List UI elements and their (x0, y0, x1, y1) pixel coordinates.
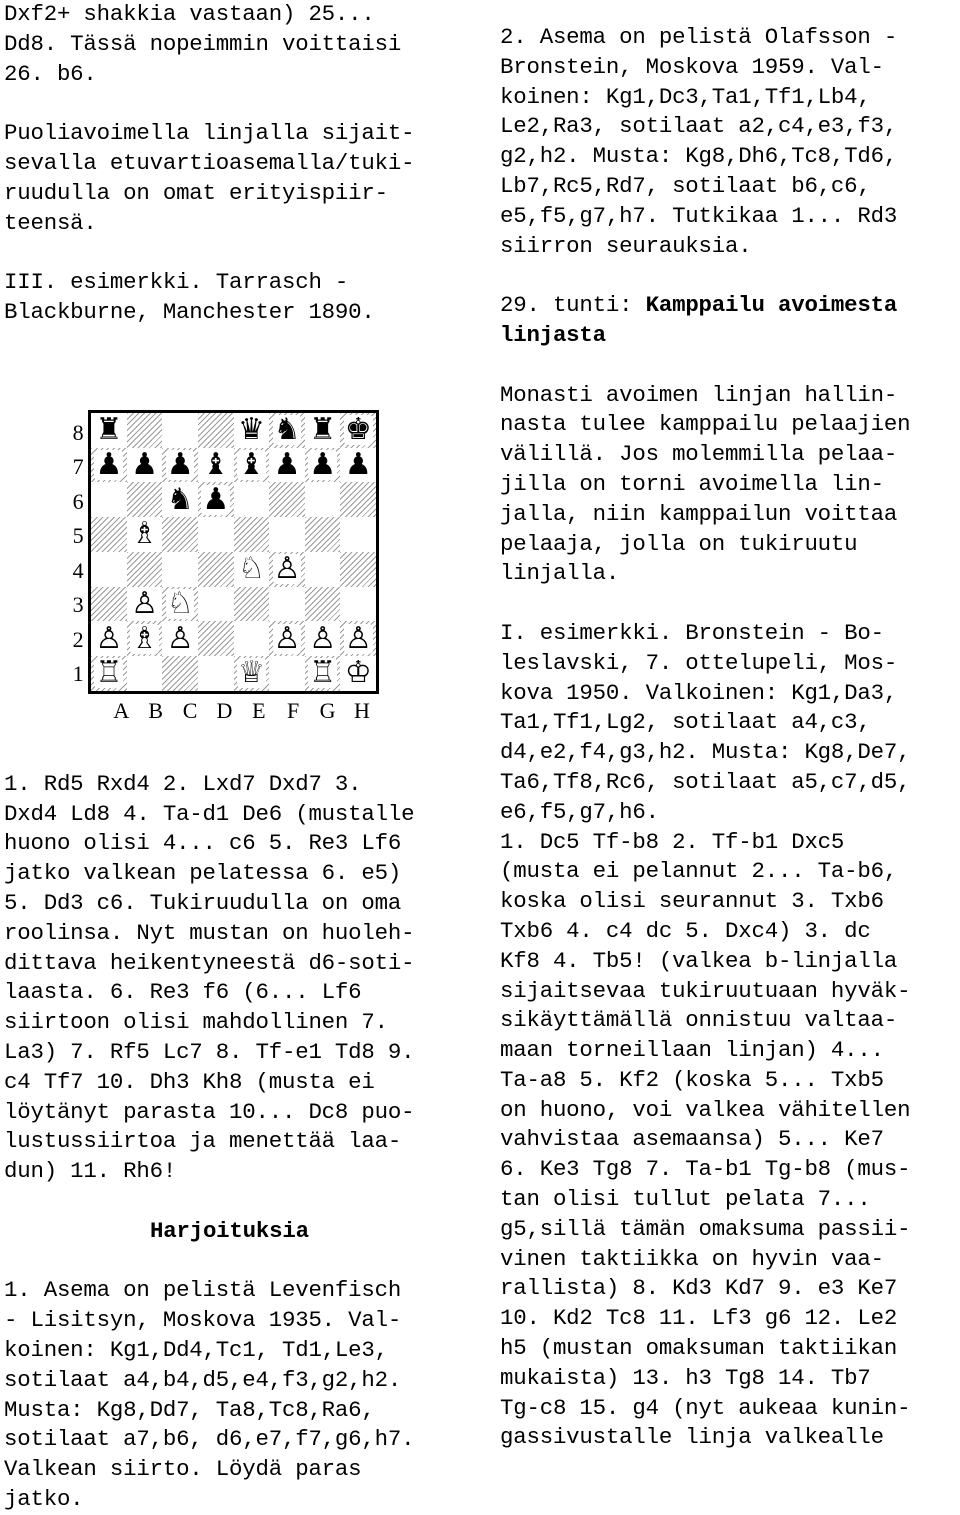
board-square (340, 448, 376, 483)
board-square (127, 517, 163, 552)
text-line: sotilaat a7,b6, d6,e7,f7,g6,h7. (4, 1426, 415, 1453)
example-heading (4, 268, 474, 328)
chess-piece-icon: ♗ (131, 516, 158, 552)
text-line: siirron seurauksia. (500, 232, 752, 259)
text-line: g5,sillä tämän omaksuma passii- (500, 1215, 911, 1242)
game-moves (4, 770, 474, 1187)
file-label: D (216, 697, 233, 723)
board-square (162, 517, 198, 552)
text-line: maan torneillaan linjan) 4... (500, 1037, 884, 1064)
rank-label: 2 (72, 626, 84, 652)
file-label: H (353, 697, 370, 723)
exercise-1 (4, 1276, 474, 1514)
chess-piece-icon: ♕ (237, 655, 265, 691)
exercise-2 (500, 23, 960, 261)
rank-label: 7 (72, 454, 84, 480)
text-line: 1. Rd5 Rxd4 2. Lxd7 Dxd7 3. (4, 770, 362, 797)
text-line: Ta-a8 5. Kf2 (koska 5... Txb5 (500, 1066, 884, 1093)
board-square (198, 413, 234, 448)
board-square (269, 413, 305, 448)
text-line: dittava heikentyneestä d6-soti- (4, 949, 415, 976)
text-line: ruudulla on omat erityispiir- (4, 179, 388, 206)
chess-board (88, 410, 379, 694)
text-line: e5,f5,g7,h7. Tutkikaa 1... Rd3 (500, 202, 898, 229)
rank-label: 1 (72, 661, 84, 687)
text-line: h5 (mustan omaksuman taktiikan (500, 1335, 898, 1362)
chess-piece-icon: ♞ (166, 481, 194, 517)
board-square (198, 482, 234, 517)
text-line: huono olisi 4... c6 5. Re3 Lf6 (4, 830, 402, 857)
text-line: 6. Ke3 Tg8 7. Ta-b1 Tg-b8 (mus- (500, 1156, 911, 1183)
chess-piece-icon: ♛ (237, 412, 265, 448)
chess-piece-icon: ♟ (166, 446, 194, 482)
text-line: rallista) 8. Kd3 Kd7 9. e3 Ke7 (500, 1275, 898, 1302)
outpost-paragraph (4, 119, 474, 238)
chess-piece-icon: ♘ (237, 551, 265, 587)
right-column (500, 0, 960, 1453)
board-square (340, 587, 376, 622)
text-line: Tg-c8 15. g4 (nyt aukeaa kunin- (500, 1394, 911, 1421)
rank-label: 6 (72, 488, 84, 514)
text-line: g2,h2. Musta: Kg8,Dh6,Tc8,Td6, (500, 143, 898, 170)
text-line: jalla, niin kamppailun voittaa (500, 500, 898, 527)
board-square (91, 482, 127, 517)
text-line: Musta: Kg8,Dd7, Ta8,Tc8,Ra6, (4, 1396, 375, 1423)
board-square (340, 621, 376, 656)
text-line: lustussiirtoa ja menettää laa- (4, 1128, 402, 1155)
text-line: Le2,Ra3, sotilaat a2,c4,e3,f3, (500, 113, 898, 140)
board-square (127, 482, 163, 517)
board-square (340, 517, 376, 552)
chess-piece-icon: ♗ (131, 620, 158, 656)
board-square (127, 656, 163, 691)
board-square (305, 656, 341, 691)
text-line: koinen: Kg1,Dc3,Ta1,Tf1,Lb4, (500, 83, 871, 110)
text-line: vinen taktiikka on hyvin vaa- (500, 1245, 884, 1272)
text-line: vahvistaa asemaansa) 5... Ke7 (500, 1126, 884, 1153)
chess-piece-icon: ♟ (344, 446, 372, 482)
file-label: B (148, 697, 163, 723)
lesson-title-continued: linjasta (500, 321, 606, 348)
text-line: c4 Tf7 10. Dh3 Kh8 (musta ei (4, 1068, 375, 1095)
chess-piece-icon: ♔ (344, 655, 372, 691)
text-line: teensä. (4, 209, 97, 236)
text-line: jatko valkean pelatessa 6. e5) (4, 860, 402, 887)
text-line: I. esimerkki. Bronstein - Bo- (500, 619, 884, 646)
text-line: sijaitsevaa tukiruutuaan hyväk- (500, 977, 911, 1004)
text-line: Valkean siirto. Löydä paras (4, 1456, 362, 1483)
lesson-title: Kamppailu avoimesta (645, 292, 898, 319)
board-square (91, 517, 127, 552)
board-square (91, 448, 127, 483)
board-square (269, 587, 305, 622)
board-square (198, 656, 234, 691)
board-square (234, 587, 270, 622)
board-square (198, 552, 234, 587)
text-line: dun) 11. Rh6! (4, 1158, 177, 1185)
text-line: Puoliavoimella linjalla sijait- (4, 120, 415, 147)
text-line: jatko. (4, 1485, 84, 1512)
text-line: Monasti avoimen linjan hallin- (500, 381, 898, 408)
board-square (127, 413, 163, 448)
board-square (305, 621, 341, 656)
chess-piece-icon: ♟ (202, 481, 230, 517)
rank-label: 4 (72, 557, 84, 583)
board-square (234, 482, 270, 517)
intro-paragraph (4, 0, 474, 89)
board-square (269, 552, 305, 587)
chess-piece-icon: ♟ (309, 446, 336, 482)
chess-piece-icon: ♟ (273, 446, 301, 482)
file-labels (104, 696, 379, 726)
board-square (127, 587, 163, 622)
text-line: välillä. Jos molemmilla pelaa- (500, 441, 898, 468)
file-label: E (252, 697, 266, 723)
board-square (269, 621, 305, 656)
chess-piece-icon: ♙ (95, 620, 123, 656)
chess-piece-icon: ♝ (237, 446, 265, 482)
text-line: sevalla etuvartioasemalla/tuki- (4, 149, 415, 176)
text-line: leslavski, 7. ottelupeli, Mos- (500, 649, 898, 676)
board-square (305, 482, 341, 517)
text-line: roolinsa. Nyt mustan on huoleh- (4, 919, 415, 946)
text-line: gassivustalle linja valkealle (500, 1424, 884, 1451)
file-label: C (182, 697, 198, 723)
chess-diagram (4, 410, 474, 770)
file-label: F (287, 697, 300, 723)
text-line: Kf8 4. Tb5! (valkea b-linjalla (500, 947, 898, 974)
text-line: 10. Kd2 Tc8 11. Lf3 g6 12. Le2 (500, 1305, 898, 1332)
exercises-heading: Harjoituksia (150, 1217, 309, 1244)
board-square (198, 448, 234, 483)
board-square (162, 448, 198, 483)
text-line: koinen: Kg1,Dd4,Tc1, Td1,Le3, (4, 1336, 388, 1363)
board-square (305, 413, 341, 448)
board-square (269, 482, 305, 517)
board-square (198, 621, 234, 656)
chess-piece-icon: ♜ (95, 412, 123, 448)
text-line: Dxf2+ shakkia vastaan) 25... (4, 1, 375, 27)
board-square (305, 587, 341, 622)
board-square (340, 482, 376, 517)
board-square (234, 448, 270, 483)
text-line: sotilaat a4,b4,d5,e4,f3,g2,h2. (4, 1366, 402, 1393)
board-square (198, 587, 234, 622)
text-line: Blackburne, Manchester 1890. (4, 298, 375, 325)
chess-piece-icon: ♘ (166, 585, 194, 621)
text-line: La3) 7. Rf5 Lc7 8. Tf-e1 Td8 9. (4, 1038, 415, 1065)
lesson-number: 29. tunti: (500, 292, 646, 319)
board-square (162, 587, 198, 622)
text-line: d4,e2,f4,g3,h2. Musta: Kg8,De7, (500, 739, 911, 766)
text-line: Dxd4 Ld8 4. Ta-d1 De6 (mustalle (4, 800, 415, 827)
left-column (4, 0, 474, 1515)
text-line: e6,f5,g7,h6. (500, 798, 659, 825)
text-line: sikäyttämällä onnistuu valtaa- (500, 1007, 898, 1034)
board-square (91, 413, 127, 448)
board-square (269, 517, 305, 552)
board-square (234, 621, 270, 656)
board-square (234, 517, 270, 552)
chess-piece-icon: ♞ (273, 412, 301, 448)
chess-piece-icon: ♚ (344, 412, 372, 448)
text-line: pelaaja, jolla on tukiruutu (500, 530, 858, 557)
board-square (234, 552, 270, 587)
board-square (162, 656, 198, 691)
example-1 (500, 619, 960, 1453)
text-line: 1. Asema on pelistä Levenfisch (4, 1277, 402, 1304)
chess-piece-icon: ♙ (166, 620, 194, 656)
board-square (269, 656, 305, 691)
chess-piece-icon: ♟ (95, 446, 123, 482)
text-line: on huono, voi valkea vähitellen (500, 1096, 911, 1123)
text-line: kova 1950. Valkoinen: Kg1,Da3, (500, 679, 898, 706)
board-square (198, 517, 234, 552)
board-square (127, 621, 163, 656)
chess-piece-icon: ♟ (131, 446, 158, 482)
text-line: 5. Dd3 c6. Tukiruudulla on oma (4, 889, 402, 916)
board-square (127, 552, 163, 587)
chess-piece-icon: ♝ (202, 446, 230, 482)
text-line: nasta tulee kamppailu pelaajien (500, 411, 911, 438)
text-line: koska olisi seurannut 3. Txb6 (500, 888, 884, 915)
text-line: III. esimerkki. Tarrasch - (4, 269, 349, 296)
text-line: tan olisi tullut pelata 7... (500, 1186, 871, 1213)
chess-piece-icon: ♙ (131, 585, 158, 621)
text-line: jilla on torni avoimella lin- (500, 470, 884, 497)
board-square (91, 552, 127, 587)
text-line: siirtoon olisi mahdollinen 7. (4, 1009, 388, 1036)
chess-piece-icon: ♙ (309, 620, 336, 656)
text-line: Ta6,Tf8,Rc6, sotilaat a5,c7,d5, (500, 768, 911, 795)
text-line: Ta1,Tf1,Lg2, sotilaat a4,c3, (500, 709, 871, 736)
board-square (305, 448, 341, 483)
board-square (162, 482, 198, 517)
chess-piece-icon: ♖ (95, 655, 123, 691)
chess-piece-icon: ♜ (309, 412, 336, 448)
lesson-heading (500, 291, 960, 351)
text-line: Lb7,Rc5,Rd7, sotilaat b6,c6, (500, 172, 871, 199)
text-line: 26. b6. (4, 60, 97, 87)
board-square (234, 413, 270, 448)
text-line: Dd8. Tässä nopeimmin voittaisi (4, 30, 402, 57)
board-square (340, 656, 376, 691)
rank-labels (68, 416, 88, 692)
board-square (340, 413, 376, 448)
board-square (91, 587, 127, 622)
board-square (127, 448, 163, 483)
text-line: (musta ei pelannut 2... Ta-b6, (500, 858, 898, 885)
rank-label: 8 (72, 419, 84, 445)
rank-label: 5 (72, 523, 84, 549)
rank-label: 3 (72, 592, 84, 618)
chess-piece-icon: ♖ (309, 655, 336, 691)
board-square (162, 413, 198, 448)
file-label: G (319, 697, 336, 723)
board-square (305, 552, 341, 587)
text-line: linjalla. (500, 560, 620, 587)
chess-piece-icon: ♙ (344, 620, 372, 656)
board-square (305, 517, 341, 552)
board-square (162, 552, 198, 587)
text-line: 1. Dc5 Tf-b8 2. Tf-b1 Dxc5 (500, 828, 845, 855)
text-line: Bronstein, Moskova 1959. Val- (500, 53, 884, 80)
file-label: A (113, 697, 130, 723)
board-square (91, 621, 127, 656)
board-square (269, 448, 305, 483)
text-line: laasta. 6. Re3 f6 (6... Lf6 (4, 979, 362, 1006)
chess-piece-icon: ♙ (273, 551, 301, 587)
text-line: mukaista) 13. h3 Tg8 14. Tb7 (500, 1364, 871, 1391)
board-square (162, 621, 198, 656)
chess-piece-icon: ♙ (273, 620, 301, 656)
lesson-paragraph (500, 381, 960, 590)
board-square (340, 552, 376, 587)
board-square (234, 656, 270, 691)
board-square (91, 656, 127, 691)
text-line: löytänyt parasta 10... Dc8 puo- (4, 1098, 415, 1125)
text-line: - Lisitsyn, Moskova 1935. Val- (4, 1307, 402, 1334)
text-line: Txb6 4. c4 dc 5. Dxc4) 3. dc (500, 917, 871, 944)
text-line: 2. Asema on pelistä Olafsson - (500, 24, 898, 50)
